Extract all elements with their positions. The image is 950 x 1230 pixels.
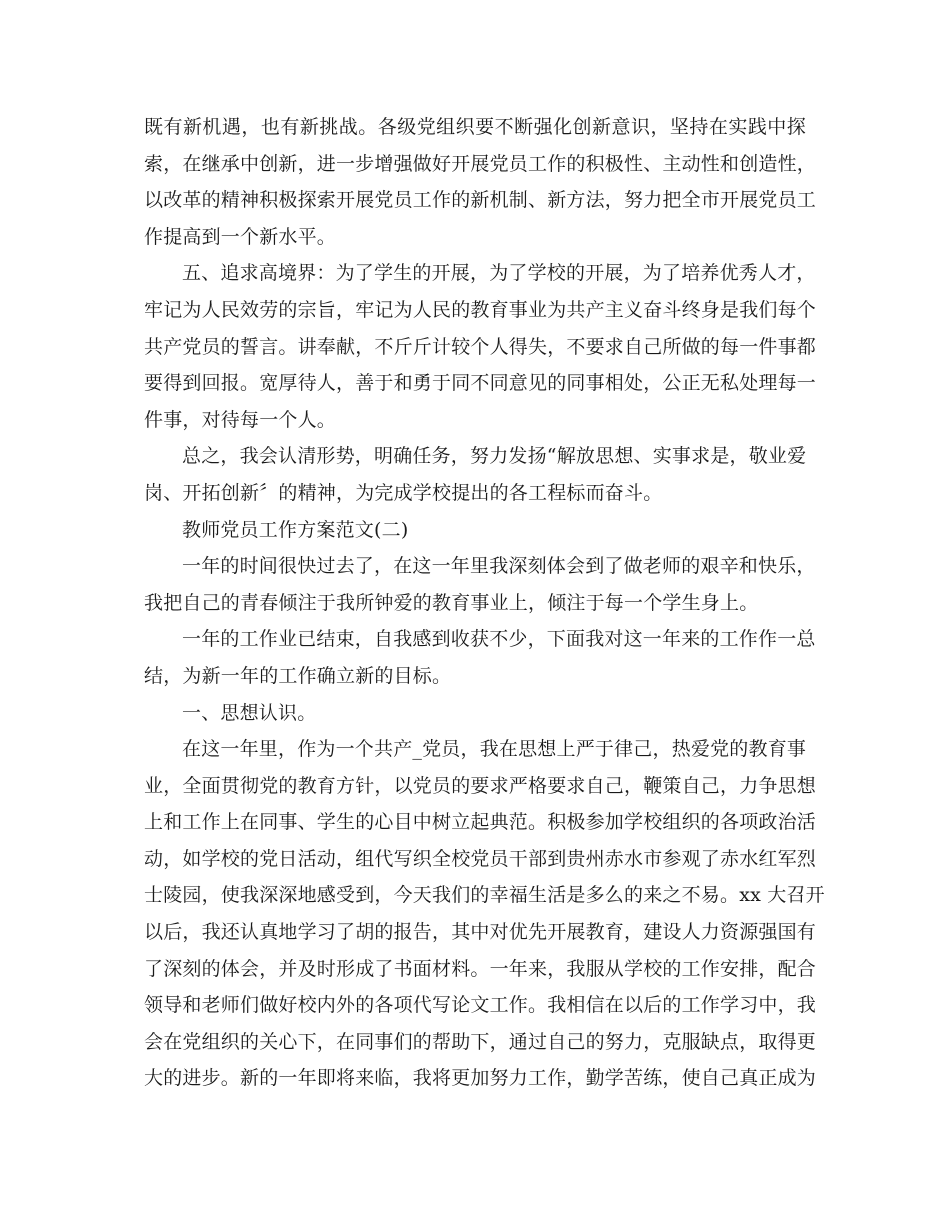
text-line: 业，全面贯彻党的教育方针，以党员的要求严格要求自己，鞭策自己，力争思想 [144, 774, 817, 797]
document-page [144, 109, 825, 1097]
text-line: 牢记为人民效劳的宗旨，牢记为人民的教育事业为共产主义奋斗终身是我们每个 [144, 298, 817, 321]
text-line: 教师党员工作方案范文(二) [182, 518, 409, 541]
text-line: 上和工作上在同事、学生的心目中树立起典范。积极参加学校组织的各项政治活 [144, 811, 817, 834]
text-line: 既有新机遇，也有新挑战。各级党组织要不断强化创新意识，坚持在实践中探 [144, 116, 806, 138]
text-line: 在这一年里，作为一个共产_党员，我在思想上严于律己，热爱党的教育事 [182, 738, 807, 761]
text-line: 共产党员的誓言。讲奉献，不斤斤计较个人得失，不要求自己所做的每一件事都 [144, 335, 817, 358]
text-line: 结，为新一年的工作确立新的目标。 [144, 664, 452, 687]
text-line: 以改革的精神积极探索开展党员工作的新机制、新方法，努力把全市开展党员工 [144, 189, 817, 212]
text-line: 了深刻的体会，并及时形成了书面材料。一年来，我服从学校的工作安排，配合 [144, 957, 817, 980]
text-line: 岗、开拓创新〞的精神，为完成学校提出的各工程标而奋斗。 [144, 481, 663, 504]
text-line: 一年的工作业已结束，自我感到收获不少，下面我对这一年来的工作作一总 [182, 628, 816, 651]
text-line: 我把自己的青春倾注于我所钟爱的教育事业上，倾注于每一个学生身上。 [144, 591, 759, 614]
text-line: 要得到回报。宽厚待人，善于和勇于同不同意见的同事相处，公正无私处理每一 [144, 372, 817, 395]
text-line: 动，如学校的党日活动，组代写织全校党员干部到贵州赤水市参观了赤水红军烈 [144, 847, 817, 870]
text-line: 士陵园，使我深深地感受到，今天我们的幸福生活是多么的来之不易。xx 大召开 [144, 884, 825, 907]
text-line: 领导和老师们做好校内外的各项代写论文工作。我相信在以后的工作学习中，我 [144, 994, 817, 1017]
text-line: 一年的时间很快过去了，在这一年里我深刻体会到了做老师的艰辛和快乐， [182, 555, 816, 578]
text-line: 大的进步。新的一年即将来临，我将更加努力工作，勤学苦练，使自己真正成为 [144, 1067, 817, 1090]
text-line: 以后，我还认真地学习了胡的报告，其中对优先开展教育，建设人力资源强国有 [144, 921, 817, 944]
text-line: 五、追求高境界：为了学生的开展，为了学校的开展，为了培养优秀人才， [182, 262, 816, 285]
text-line: 总之，我会认清形势，明确任务，努力发扬“解放思想、实事求是，敬业爱 [182, 445, 807, 468]
text-line: 件事，对待每一个人。 [144, 408, 337, 431]
text-line: 作提高到一个新水平。 [144, 225, 337, 248]
text-line: 会在党组织的关心下，在同事们的帮助下，通过自己的努力，克服缺点，取得更 [144, 1030, 817, 1053]
text-line: 索，在继承中创新，进一步增强做好开展党员工作的积极性、主动性和创造性， [144, 152, 817, 175]
text-line: 一、思想认识。 [182, 701, 317, 724]
